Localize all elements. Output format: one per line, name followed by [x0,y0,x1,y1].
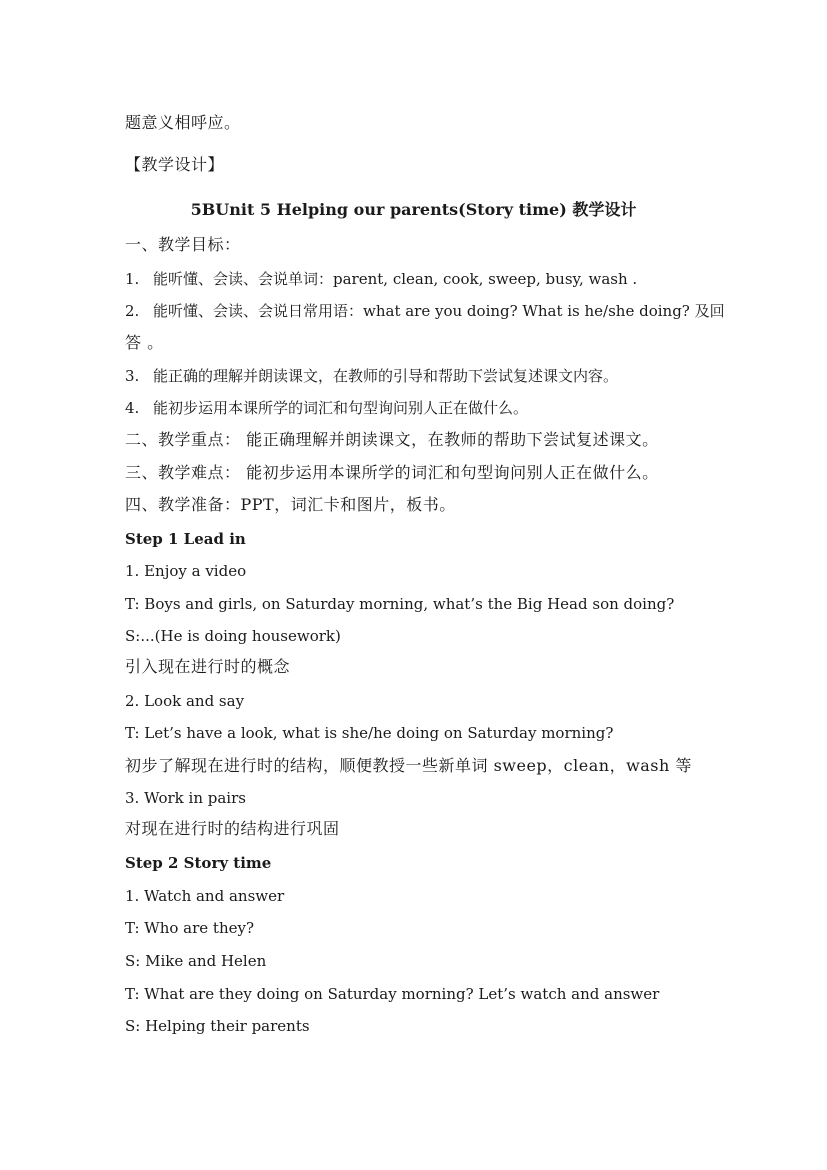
text-line: 题意义相呼应。 [125,113,241,132]
text-line: 对现在进行时的结构进行巩固 [125,819,340,838]
text-line: S: Mike and Helen [125,952,267,970]
text-line: 2. Look and say [125,692,245,710]
list-number: 2. [125,302,140,320]
list-item [125,269,637,289]
text-line: 引入现在进行时的概念 [125,657,291,676]
section-heading: 一、教学目标： [125,235,241,254]
text-line: T: Let’s have a look, what is she/he doing on Saturday morning? [125,724,614,742]
list-item [125,301,725,321]
list-number: 1. [125,270,140,288]
list-item [125,366,618,386]
text-line: 初步了解现在进行时的结构，顺便教授一些新单词 sweep，clean，wash 等 [125,756,692,775]
list-text: 能正确的理解并朗读课文，在教师的引导和帮助下尝试复述课文内容。 [153,367,619,385]
text-line: S:...(He is doing housework) [125,627,341,645]
text-line: 3. Work in pairs [125,789,246,807]
list-text: 能听懂、会读、会说日常用语：what are you doing? What is he/she doing? 及回 [153,302,725,320]
text-line: 四、教学准备：PPT，词汇卡和图片，板书。 [125,495,456,514]
list-text: 能初步运用本课所学的词汇和句型询问别人正在做什么。 [153,399,529,417]
list-item [125,398,528,418]
text-line: 二、教学重点： 能正确理解并朗读课文，在教师的帮助下尝试复述课文。 [125,430,659,449]
document-title: 5BUnit 5 Helping our parents(Story time) 教学设计 [190,200,637,219]
text-line: 答 。 [125,333,164,352]
list-text: 能听懂、会读、会说单词：parent, clean, cook, sweep, busy, wash . [153,270,638,288]
text-line: 1. Watch and answer [125,887,285,905]
text-line: T: Who are they? [125,919,255,937]
text-line: T: What are they doing on Saturday morning? Let’s watch and answer [125,985,660,1003]
section-heading: 【教学设计】 [125,155,225,174]
text-line: 1. Enjoy a video [125,562,247,580]
list-number: 4. [125,399,140,417]
text-line: 三、教学难点： 能初步运用本课所学的词汇和句型询问别人正在做什么。 [125,463,659,482]
list-number: 3. [125,367,140,385]
step-heading: Step 1 Lead in [125,530,246,548]
text-line: T: Boys and girls, on Saturday morning, what’s the Big Head son doing? [125,595,675,613]
step-heading: Step 2 Story time [125,854,272,872]
text-line: S: Helping their parents [125,1017,310,1035]
